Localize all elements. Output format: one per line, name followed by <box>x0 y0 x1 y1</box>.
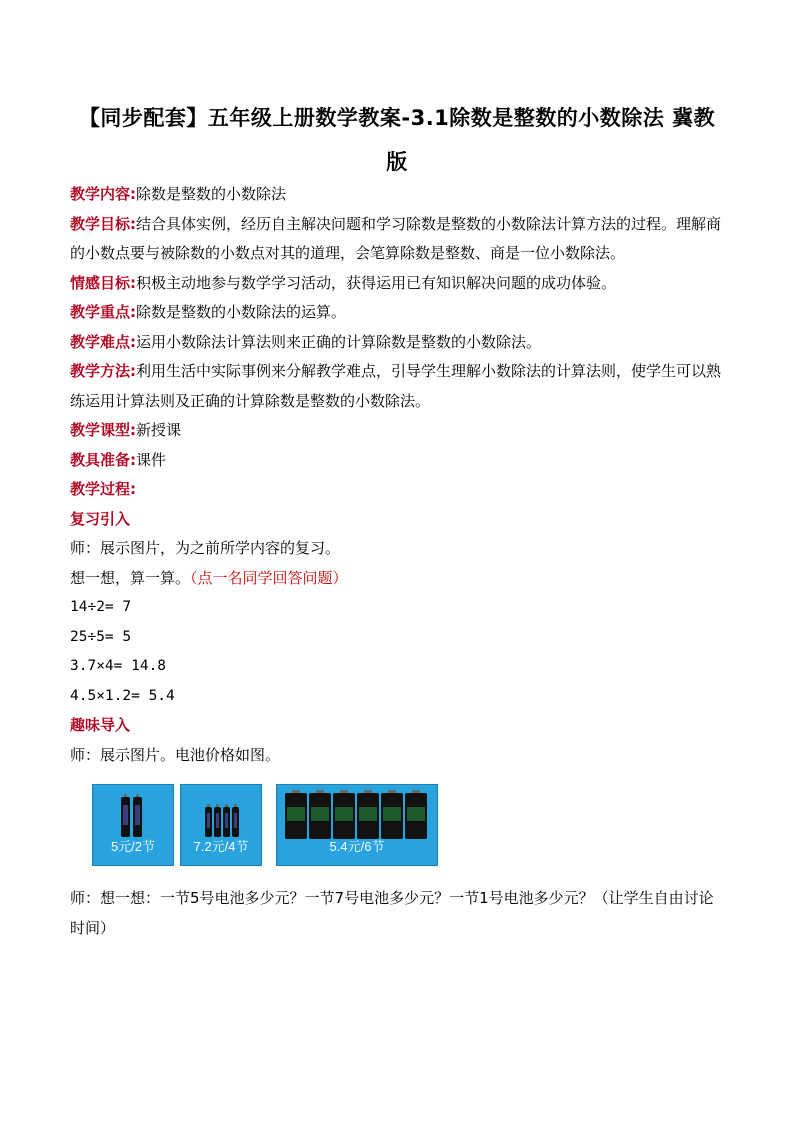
teaching-process <box>70 475 724 505</box>
teaching-content-label: 教学内容: <box>70 185 136 203</box>
teaching-method-text: 利用生活中实际事例来分解教学难点，引导学生理解小数除法的计算法则，使学生可以熟练运用计算法则及正确的计算除数是整数的小数除法。 <box>70 362 722 410</box>
title-line-2: 版 <box>386 150 408 174</box>
lesson-type <box>70 416 724 446</box>
battery-card-2 <box>180 784 262 866</box>
teaching-tools <box>70 446 724 476</box>
intro-question: 师：想一想：一节5号电池多少元？一节7号电池多少元？一节1号电池多少元？（让学生自由讨论时间） <box>70 889 714 937</box>
teaching-key-point-text: 除数是整数的小数除法的运算。 <box>136 303 347 321</box>
review-line-2 <box>70 564 724 594</box>
battery-card-3 <box>276 784 438 866</box>
title-line-1: 【同步配套】五年级上册数学教案-3.1除数是整数的小数除法 冀教 <box>78 106 716 130</box>
teaching-difficulty <box>70 328 724 358</box>
battery-card-1 <box>92 784 174 866</box>
teaching-method-label: 教学方法: <box>70 362 136 380</box>
teaching-key-point <box>70 298 724 328</box>
formula-3: 3.7×4= 14.8 <box>70 658 167 674</box>
formula-4: 4.5×1.2= 5.4 <box>70 687 175 704</box>
battery-card-1-price: 5元/2节 <box>110 838 156 854</box>
battery-price-image <box>92 784 724 876</box>
teaching-tools-text: 课件 <box>136 450 167 469</box>
emotion-goal-label: 情感目标: <box>70 273 136 292</box>
teaching-content <box>70 180 724 210</box>
review-heading: 复习引入 <box>70 509 131 528</box>
formula-2: 25÷5= 5 <box>70 628 132 645</box>
teaching-method <box>70 357 724 416</box>
emotion-goal <box>70 269 724 299</box>
lesson-type-text: 新授课 <box>136 421 182 439</box>
teaching-key-point-label: 教学重点: <box>70 303 136 321</box>
review-prompt: 想一想，算一算。 <box>70 568 191 587</box>
emotion-goal-text: 积极主动地参与数学学习活动，获得运用已有知识解决问题的成功体验。 <box>136 273 617 292</box>
teaching-goal <box>70 210 724 269</box>
lesson-type-label: 教学课型: <box>70 421 136 439</box>
teaching-process-label: 教学过程: <box>70 480 136 498</box>
review-note: （点一名同学回答问题） <box>190 568 348 587</box>
intro-line-1: 师：展示图片。电池价格如图。 <box>70 745 281 764</box>
teaching-tools-label: 教具准备: <box>70 450 136 469</box>
battery-card-3-price: 5.4元/6节 <box>329 838 385 854</box>
formula-1: 14÷2= 7 <box>70 599 132 615</box>
document-body <box>70 180 724 943</box>
intro-heading: 趣味导入 <box>70 716 131 734</box>
teaching-goal-text: 结合具体实例，经历自主解决问题和学习除数是整数的小数除法计算方法的过程。理解商的小数点要与被除数的小数点对其的道理，会笔算除数是整数、商是一位小数除法。 <box>70 214 722 262</box>
battery-card-2-price: 7.2元/4节 <box>193 838 249 854</box>
review-line-1: 师：展示图片，为之前所学内容的复习。 <box>70 539 341 557</box>
document-title <box>70 96 724 184</box>
teaching-difficulty-label: 教学难点: <box>70 332 136 351</box>
teaching-content-text: 除数是整数的小数除法 <box>136 185 287 203</box>
teaching-difficulty-text: 运用小数除法计算法则来正确的计算除数是整数的小数除法。 <box>136 332 542 351</box>
teaching-goal-label: 教学目标: <box>70 214 136 233</box>
